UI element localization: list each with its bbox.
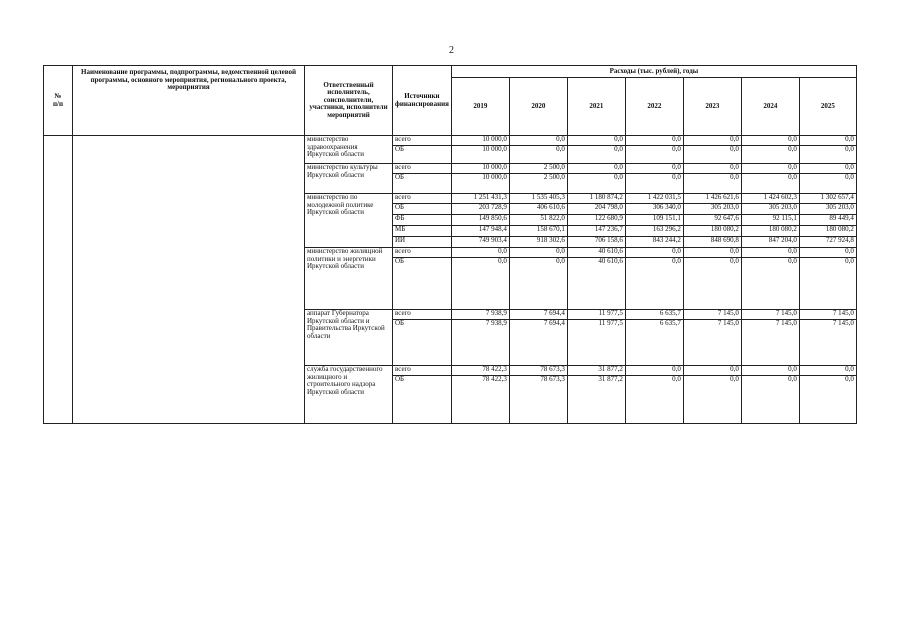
value-cell: 163 296,2: [625, 226, 683, 237]
value-cell: 706 158,6: [567, 237, 625, 248]
value-cell: 0,0: [683, 248, 741, 258]
value-cell: 0,0: [567, 136, 625, 146]
header-year: 2025: [799, 78, 856, 136]
value-cell: 0,0: [799, 258, 856, 310]
header-year: 2020: [509, 78, 567, 136]
num-cell: [44, 136, 73, 424]
value-cell: 31 877,2: [567, 366, 625, 376]
value-cell: 147 948,4: [451, 226, 509, 237]
value-cell: 92 115,1: [741, 215, 799, 226]
header-name: Наименование программы, подпрограммы, ведомственной целевой программы, основного мероприятия, регионального проекта, мероприятия: [73, 66, 305, 136]
value-cell: 0,0: [509, 258, 567, 310]
value-cell: 7 145,0: [799, 320, 856, 366]
value-cell: 0,0: [741, 258, 799, 310]
value-cell: 1 426 621,6: [683, 194, 741, 204]
source-cell: ОБ: [393, 320, 452, 366]
value-cell: 0,0: [741, 164, 799, 174]
value-cell: 0,0: [625, 146, 683, 164]
value-cell: 843 244,2: [625, 237, 683, 248]
value-cell: 0,0: [683, 164, 741, 174]
header-responsible: Ответственный исполнитель, соисполнители, участники, исполнители мероприятий: [305, 66, 393, 136]
value-cell: 2 500,0: [509, 164, 567, 174]
value-cell: 10 000,0: [451, 146, 509, 164]
value-cell: 7 145,0: [799, 310, 856, 320]
source-cell: всего: [393, 310, 452, 320]
value-cell: 1 424 602,3: [741, 194, 799, 204]
value-cell: 147 236,7: [567, 226, 625, 237]
value-cell: 0,0: [741, 248, 799, 258]
value-cell: 0,0: [683, 258, 741, 310]
source-cell: всего: [393, 248, 452, 258]
value-cell: 749 903,4: [451, 237, 509, 248]
value-cell: 78 673,3: [509, 366, 567, 376]
value-cell: 10 000,0: [451, 174, 509, 194]
source-cell: ОБ: [393, 376, 452, 424]
header-sources: Источники финансирования: [393, 66, 452, 136]
value-cell: 0,0: [683, 146, 741, 164]
value-cell: 0,0: [741, 366, 799, 376]
responsible-cell: аппарат Губернатора Иркутской области и Правительства Иркутской области: [305, 310, 393, 366]
value-cell: 40 610,6: [567, 248, 625, 258]
value-cell: 2 500,0: [509, 174, 567, 194]
responsible-cell: министерство по молодежной политике Иркутской области: [305, 194, 393, 248]
value-cell: 0,0: [799, 146, 856, 164]
value-cell: 0,0: [741, 146, 799, 164]
value-cell: 1 180 874,2: [567, 194, 625, 204]
source-cell: МБ: [393, 226, 452, 237]
value-cell: 11 977,5: [567, 320, 625, 366]
value-cell: 0,0: [799, 174, 856, 194]
value-cell: 7 145,0: [741, 310, 799, 320]
value-cell: 1 302 657,4: [799, 194, 856, 204]
source-cell: ИИ: [393, 237, 452, 248]
value-cell: 305 203,0: [683, 204, 741, 215]
source-cell: ОБ: [393, 146, 452, 164]
value-cell: 0,0: [451, 248, 509, 258]
value-cell: 0,0: [625, 248, 683, 258]
value-cell: 0,0: [567, 174, 625, 194]
value-cell: 0,0: [683, 136, 741, 146]
value-cell: 0,0: [799, 164, 856, 174]
value-cell: 0,0: [799, 248, 856, 258]
header-year: 2019: [451, 78, 509, 136]
name-cell: [73, 136, 305, 424]
header-year: 2023: [683, 78, 741, 136]
value-cell: 306 340,0: [625, 204, 683, 215]
value-cell: 0,0: [625, 136, 683, 146]
value-cell: 0,0: [625, 376, 683, 424]
value-cell: 0,0: [509, 136, 567, 146]
value-cell: 10 000,0: [451, 136, 509, 146]
value-cell: 305 203,0: [799, 204, 856, 215]
value-cell: 7 694,4: [509, 320, 567, 366]
header-expenses: Расходы (тыс. рублей), годы: [451, 66, 856, 78]
value-cell: 180 080,2: [741, 226, 799, 237]
value-cell: 0,0: [567, 164, 625, 174]
value-cell: 6 635,7: [625, 310, 683, 320]
header-num: № п/п: [44, 66, 73, 136]
value-cell: 0,0: [799, 366, 856, 376]
value-cell: 78 422,3: [451, 376, 509, 424]
value-cell: 89 449,4: [799, 215, 856, 226]
value-cell: 7 938,9: [451, 320, 509, 366]
value-cell: 7 145,0: [683, 320, 741, 366]
value-cell: 0,0: [567, 146, 625, 164]
source-cell: ОБ: [393, 258, 452, 310]
value-cell: 0,0: [741, 136, 799, 146]
value-cell: 11 977,5: [567, 310, 625, 320]
responsible-cell: министерство здравоохранения Иркутской области: [305, 136, 393, 164]
value-cell: 918 302,6: [509, 237, 567, 248]
value-cell: 149 850,6: [451, 215, 509, 226]
value-cell: 0,0: [451, 258, 509, 310]
value-cell: 0,0: [799, 136, 856, 146]
header-year: 2022: [625, 78, 683, 136]
value-cell: 7 694,4: [509, 310, 567, 320]
value-cell: 180 080,2: [799, 226, 856, 237]
value-cell: 0,0: [625, 174, 683, 194]
value-cell: 10 000,0: [451, 164, 509, 174]
value-cell: 0,0: [625, 164, 683, 174]
header-year: 2021: [567, 78, 625, 136]
value-cell: 0,0: [625, 366, 683, 376]
value-cell: 0,0: [683, 174, 741, 194]
value-cell: 0,0: [683, 366, 741, 376]
value-cell: 727 924,8: [799, 237, 856, 248]
source-cell: ОБ: [393, 174, 452, 194]
value-cell: 0,0: [741, 174, 799, 194]
value-cell: 0,0: [509, 146, 567, 164]
source-cell: ФБ: [393, 215, 452, 226]
value-cell: 0,0: [683, 376, 741, 424]
value-cell: 6 635,7: [625, 320, 683, 366]
value-cell: 51 822,0: [509, 215, 567, 226]
source-cell: всего: [393, 194, 452, 204]
source-cell: всего: [393, 136, 452, 146]
value-cell: 7 938,9: [451, 310, 509, 320]
value-cell: 203 728,9: [451, 204, 509, 215]
value-cell: 180 080,2: [683, 226, 741, 237]
value-cell: 0,0: [741, 376, 799, 424]
responsible-cell: служба государственного жилищного и строительного надзора Иркутской области: [305, 366, 393, 424]
value-cell: 7 145,0: [683, 310, 741, 320]
value-cell: 847 204,0: [741, 237, 799, 248]
value-cell: 92 647,6: [683, 215, 741, 226]
responsible-cell: министерство культуры Иркутской области: [305, 164, 393, 194]
value-cell: 31 877,2: [567, 376, 625, 424]
value-cell: 7 145,0: [741, 320, 799, 366]
value-cell: 0,0: [799, 376, 856, 424]
value-cell: 848 690,8: [683, 237, 741, 248]
source-cell: всего: [393, 366, 452, 376]
value-cell: 40 610,6: [567, 258, 625, 310]
responsible-cell: министерство жилищной политики и энергетики Иркутской области: [305, 248, 393, 310]
value-cell: 78 422,3: [451, 366, 509, 376]
expenses-table: [43, 65, 857, 424]
value-cell: 1 251 431,3: [451, 194, 509, 204]
header-year: 2024: [741, 78, 799, 136]
value-cell: 1 535 405,3: [509, 194, 567, 204]
source-cell: ОБ: [393, 204, 452, 215]
page-number: 2: [449, 45, 454, 56]
value-cell: 305 203,0: [741, 204, 799, 215]
value-cell: 109 151,1: [625, 215, 683, 226]
value-cell: 1 422 031,5: [625, 194, 683, 204]
source-cell: всего: [393, 164, 452, 174]
value-cell: 0,0: [625, 258, 683, 310]
value-cell: 122 680,9: [567, 215, 625, 226]
value-cell: 0,0: [509, 248, 567, 258]
table-row: [44, 136, 857, 146]
value-cell: 406 610,6: [509, 204, 567, 215]
value-cell: 78 673,3: [509, 376, 567, 424]
value-cell: 158 670,1: [509, 226, 567, 237]
value-cell: 204 798,0: [567, 204, 625, 215]
